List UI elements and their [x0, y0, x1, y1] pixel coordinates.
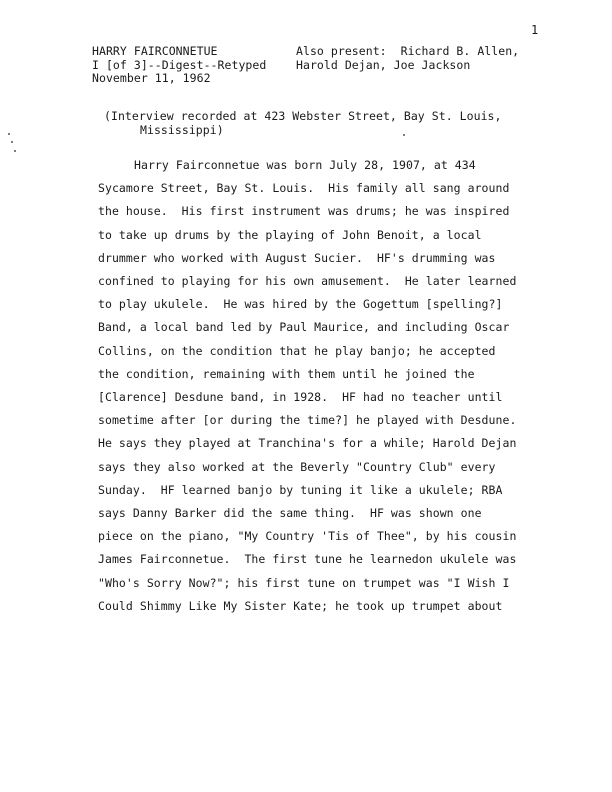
setting-line-1: (Interview recorded at 423 Webster Street, Bay St. Louis, — [104, 109, 502, 123]
scan-speck — [403, 134, 405, 136]
page-number: 1 — [531, 23, 539, 37]
body-line: the condition, remaining with them until he joined the — [98, 366, 475, 381]
scan-speck — [11, 141, 13, 143]
body-line: Could Shimmy Like My Sister Kate; he took up trumpet about — [98, 598, 503, 613]
body-line: He says they played at Tranchina's for a while; Harold Dejan — [98, 436, 517, 451]
body-line: Sycamore Street, Bay St. Louis. His family all sang around — [98, 181, 510, 196]
body-line: "Who's Sorry Now?"; his first tune on trumpet was "I Wish I — [98, 575, 510, 590]
also-present-line-1: Also present: Richard B. Allen, — [296, 44, 520, 58]
header-left-block — [92, 45, 266, 86]
body-line: to play ukulele. He was hired by the Gogettum [spelling?] — [98, 297, 503, 312]
body-line: Collins, on the condition that he play banjo; he accepted — [98, 343, 496, 358]
body-line: Harry Fairconnetue was born July 28, 1907, at 434 — [134, 158, 476, 172]
body-line: the house. His first instrument was drums; he was inspired — [98, 204, 510, 219]
body-line: piece on the piano, "My Country 'Tis of Thee", by his cousin — [98, 529, 517, 544]
body-line: sometime after [or during the time?] he played with Desdune. — [98, 413, 517, 428]
body-line: confined to playing for his own amusement. He later learned — [98, 274, 517, 289]
body-line: Band, a local band led by Paul Maurice, and including Oscar — [98, 320, 510, 335]
header-right-block — [296, 45, 519, 72]
body-line: drummer who worked with August Sucier. HF's drumming was — [98, 250, 496, 265]
scan-speck — [8, 133, 10, 135]
body-line: says Danny Barker did the same thing. HF was shown one — [98, 506, 482, 521]
interview-setting — [104, 110, 502, 137]
interviewee-name: HARRY FAIRCONNETUE — [92, 44, 218, 58]
body-line: James Fairconnetue. The first tune he learnedon ukulele was — [98, 552, 517, 567]
body-line: [Clarence] Desdune band, in 1928. HF had no teacher until — [98, 390, 503, 405]
also-present-line-2: Harold Dejan, Joe Jackson — [296, 57, 471, 72]
interview-date: November 11, 1962 — [92, 71, 211, 85]
digest-body — [98, 154, 548, 618]
reel-descriptor: I [of 3]--Digest--Retyped — [92, 57, 267, 72]
body-line: says they also worked at the Beverly "Country Club" every — [98, 459, 496, 474]
body-line: to take up drums by the playing of John Benoit, a local — [98, 227, 482, 242]
setting-line-2: Mississippi) — [140, 122, 224, 137]
scan-speck — [14, 150, 16, 152]
body-line: Sunday. HF learned banjo by tuning it like a ukulele; RBA — [98, 482, 503, 497]
